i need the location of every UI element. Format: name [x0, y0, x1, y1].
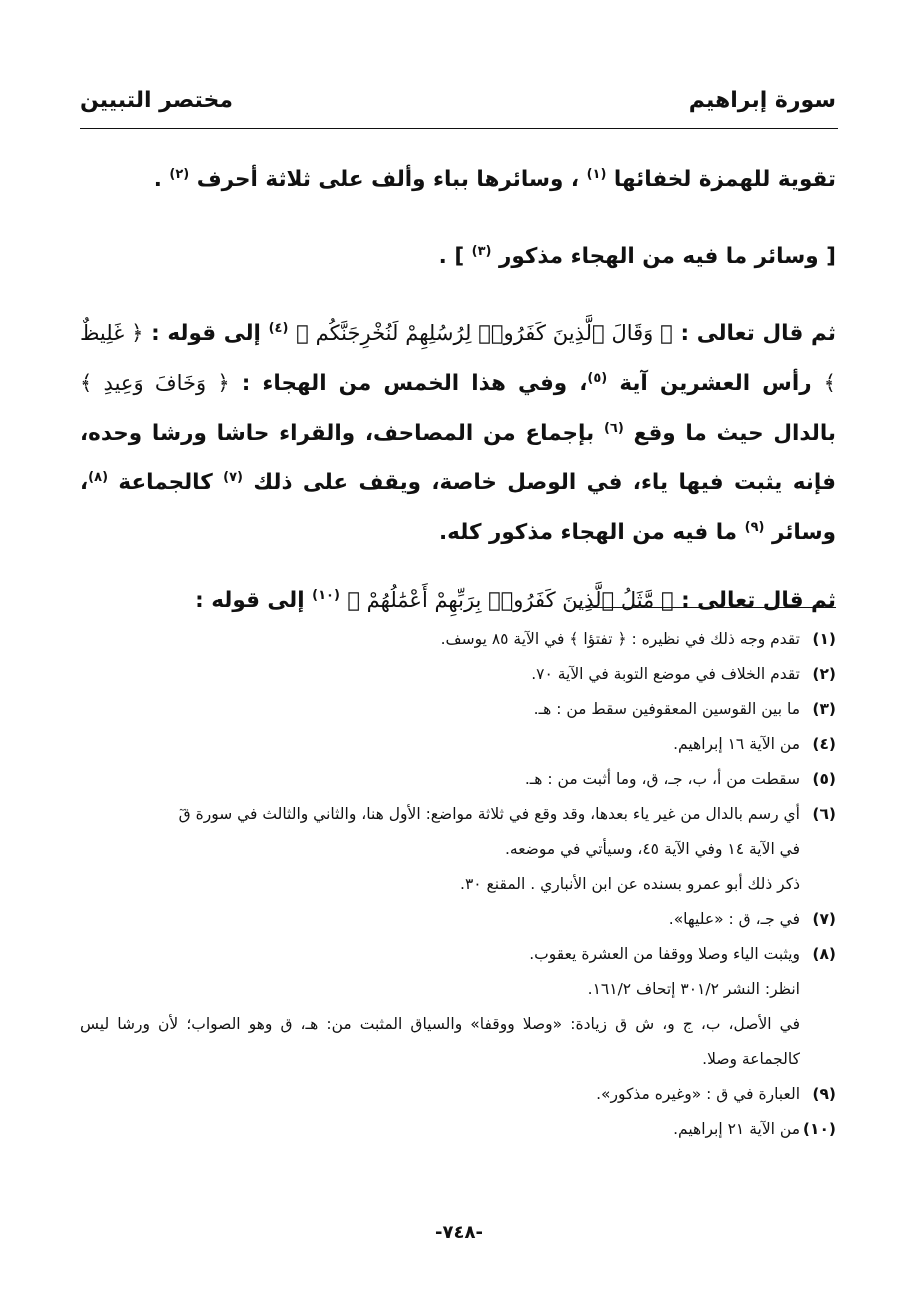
footnote — [80, 692, 836, 727]
footnote-ref: (٤) — [268, 321, 289, 337]
footnote-text: في جـ، ق : «عليها». — [668, 910, 800, 928]
text: بإجماع من المصاحف، والقراء حاشا ورشا وحده، فإنه يثبت فيها ياء، في الوصل خاصة، ويقف على ذلك — [80, 420, 836, 496]
text: ، وسائرها بباء وألف على ثلاثة أحرف — [196, 167, 580, 193]
running-header-book: مختصر التبيين — [80, 88, 234, 113]
footnote-text: ويثبت الياء وصلا ووقفا من العشرة يعقوب. — [529, 945, 800, 963]
footnote-text: ذكر ذلك أبو عمرو بسنده عن ابن الأنباري . المقنع ٣٠. — [460, 875, 800, 893]
paragraph-3 — [80, 307, 836, 555]
footnote-text: سقطت من أ، ب، جـ، ق، وما أثبت من : هـ. — [524, 770, 800, 788]
footnote-number: (٨) — [812, 945, 836, 963]
footnote-ref: (٩) — [744, 519, 765, 535]
footnote-ref: (٨) — [88, 470, 109, 486]
footnote-number: (٧) — [812, 910, 836, 928]
quran-verse: ﴿ وَقَالَ ٱلَّذِينَ كَفَرُوا۟ لِرُسُلِهِمْ لَنُخْرِجَنَّكُم ﴾ — [296, 321, 673, 346]
main-text — [80, 155, 836, 621]
footnote — [80, 657, 836, 692]
footnote-number: (٦) — [812, 805, 836, 823]
paragraph-2 — [80, 232, 836, 277]
footnote-ref: (١٠) — [312, 587, 340, 603]
text: بالدال حيث ما وقع — [633, 420, 836, 446]
text: . — [153, 167, 162, 193]
text: ثم قال تعالى : — [681, 587, 836, 613]
text: إلى قوله : — [195, 587, 305, 613]
text: ] . — [438, 244, 465, 270]
header-rule — [80, 128, 838, 129]
footnote-text: ما بين القوسين المعقوفين سقط من : هـ. — [533, 700, 800, 718]
text: ، وفي هذا الخمس من الهجاء : — [241, 371, 588, 397]
paragraph-1 — [80, 155, 836, 200]
footnote-separator — [576, 607, 836, 608]
footnote — [80, 1112, 836, 1147]
text: ثم قال تعالى : — [680, 321, 836, 347]
footnote-text: من الآية ٢١ إبراهيم. — [673, 1120, 800, 1138]
footnote — [80, 902, 836, 937]
footnote-text: في الآية ١٤ وفي الآية ٤٥، وسيأتي في موضعه. — [504, 840, 800, 858]
paragraph-4 — [80, 576, 836, 621]
footnote — [80, 937, 836, 1077]
footnote-text: أي رسم بالدال من غير ياء بعدها، وقد وقع في ثلاثة مواضع: الأول هنا، والثاني والثالث في سورة قٓ — [178, 805, 800, 823]
quran-verse: ﴿ مَّثَلُ ٱلَّذِينَ كَفَرُوا۟ بِرَبِّهِمْ أَعْمَٰلُهُمْ ﴾ — [347, 587, 674, 612]
footnote — [80, 727, 836, 762]
footnote-number: (٣) — [812, 700, 836, 718]
quran-verse: ﴿ غَلِيظٌ ﴾ — [80, 321, 836, 396]
footnote-ref: (٢) — [169, 167, 190, 182]
footnote-number: (١٠) — [802, 1120, 836, 1138]
footnote-text: انظر: النشر ٣٠١/٢ إتحاف ١٦١/٢. — [587, 980, 800, 998]
footnote-number: (٤) — [812, 735, 836, 753]
text: إلى قوله : — [151, 321, 261, 347]
footnote — [80, 622, 836, 657]
footnote-text: تقدم وجه ذلك في نظيره : ﴿ تفتؤا ﴾ في الآية ٨٥ يوسف. — [440, 630, 800, 648]
text: ما فيه من الهجاء مذكور كله. — [438, 520, 738, 546]
footnote-number: (٥) — [812, 770, 836, 788]
text: ، وسائر — [80, 470, 836, 546]
footnote — [80, 1077, 836, 1112]
footnote-ref: (١) — [586, 167, 607, 182]
footnotes — [80, 622, 836, 1147]
text: تقوية للهمزة لخفائها — [613, 167, 836, 193]
page-number: -٧٤٨- — [435, 1222, 483, 1243]
footnote — [80, 797, 836, 902]
footnote — [80, 762, 836, 797]
text: رأس العشرين آية — [619, 371, 812, 397]
quran-verse: ﴿ وَخَافَ وَعِيدِ ﴾ — [80, 371, 230, 396]
footnote-text: في الأصل، ب، ج و، ش ق زيادة: «وصلا ووقفا» والسياق المثبت من: هـ، ق وهو الصواب؛ لأن ورشا ليس كالجماعة وصلا. — [80, 1015, 800, 1068]
footnote-text: العبارة في ق : «وغيره مذكور». — [596, 1085, 800, 1103]
footnote-ref: (٥) — [587, 370, 608, 386]
footnote-number: (٢) — [812, 665, 836, 683]
footnote-number: (٩) — [812, 1085, 836, 1103]
footnote-ref: (٦) — [603, 420, 624, 436]
text: [ وسائر ما فيه من الهجاء مذكور — [499, 244, 836, 270]
text: كالجماعة — [118, 470, 213, 496]
footnote-number: (١) — [812, 630, 836, 648]
footnote-ref: (٧) — [223, 470, 243, 486]
footnote-text: من الآية ١٦ إبراهيم. — [673, 735, 800, 753]
footnote-ref: (٣) — [471, 244, 492, 260]
footnote-text: تقدم الخلاف في موضع التوبة في الآية ٧٠. — [531, 665, 800, 683]
running-header-surah: سورة إبراهيم — [688, 88, 836, 113]
